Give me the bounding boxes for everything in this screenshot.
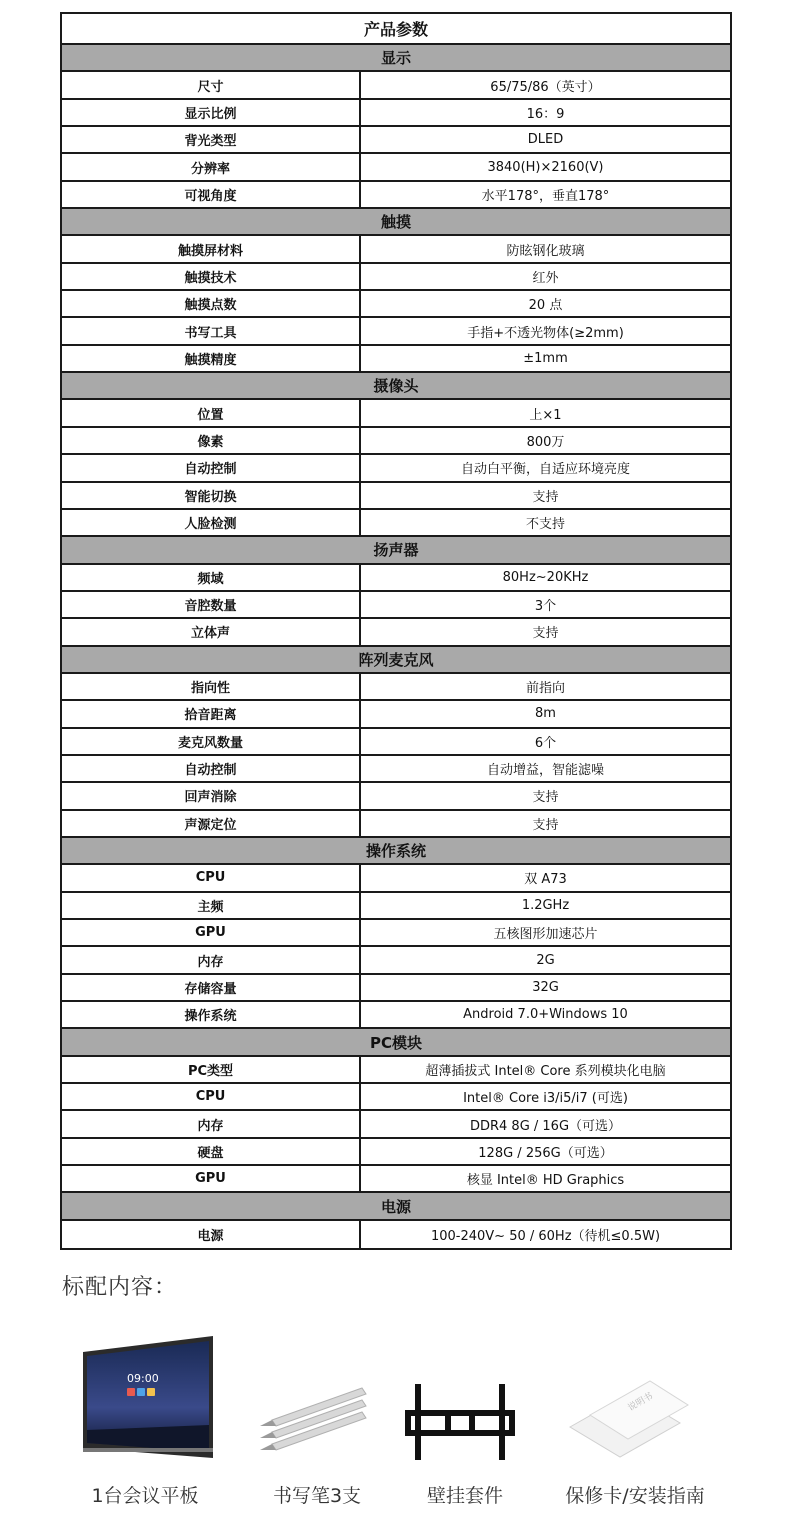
section-header bbox=[62, 1029, 730, 1056]
spec-value: 1.2GHz bbox=[521, 897, 570, 913]
stylus-pens-icon bbox=[252, 1380, 382, 1460]
section-header bbox=[62, 373, 730, 400]
table-row bbox=[62, 400, 730, 427]
spec-value: 65/75/86（英寸） bbox=[490, 79, 601, 95]
package-item-label: 壁挂套件 bbox=[426, 1485, 503, 1507]
spec-value: 上×1 bbox=[529, 407, 562, 423]
spec-value: 8m bbox=[535, 706, 556, 722]
table-row bbox=[62, 1002, 730, 1029]
spec-label: CPU bbox=[62, 1084, 361, 1109]
spec-label: 触摸点数 bbox=[62, 291, 361, 316]
spec-value: 3840(H)×2160(V) bbox=[487, 159, 604, 175]
spec-label: 尺寸 bbox=[62, 72, 361, 97]
spec-label: 背光类型 bbox=[62, 127, 361, 152]
package-title: 标配内容： bbox=[62, 1275, 178, 1300]
section-header bbox=[62, 209, 730, 236]
spec-value: 128G / 256G（可选） bbox=[478, 1145, 613, 1161]
spec-value: 防眩钢化玻璃 bbox=[506, 243, 585, 259]
spec-value: 核显 Intel® HD Graphics bbox=[466, 1173, 625, 1189]
spec-table bbox=[60, 12, 732, 1250]
table-row bbox=[62, 1221, 730, 1248]
section-title: 阵列麦克风 bbox=[358, 650, 434, 669]
table-row bbox=[62, 893, 730, 920]
table-row bbox=[62, 1111, 730, 1138]
spec-value: ±1mm bbox=[523, 350, 568, 366]
spec-label: 显示比例 bbox=[62, 100, 361, 125]
section-title: 扬声器 bbox=[373, 541, 419, 560]
spec-label: PC类型 bbox=[62, 1057, 361, 1082]
spec-value: Intel® Core i3/i5/i7 (可选) bbox=[463, 1091, 628, 1107]
section-title: 电源 bbox=[380, 1197, 411, 1216]
wall-mount-icon bbox=[395, 1382, 525, 1462]
table-row bbox=[62, 947, 730, 974]
package-item bbox=[380, 1320, 550, 1520]
table-row bbox=[62, 127, 730, 154]
section-header bbox=[62, 647, 730, 674]
spec-value: 五核图形加速芯片 bbox=[493, 927, 598, 943]
spec-value: 2G bbox=[536, 952, 555, 968]
package-item bbox=[550, 1320, 720, 1520]
section-header bbox=[62, 45, 730, 72]
table-row bbox=[62, 291, 730, 318]
spec-value: 100-240V~ 50 / 60Hz（待机≤0.5W) bbox=[430, 1228, 661, 1244]
table-title-text: 产品参数 bbox=[363, 20, 428, 39]
spec-value: DDR4 8G / 16G（可选） bbox=[469, 1118, 622, 1134]
table-row bbox=[62, 428, 730, 455]
table-row bbox=[62, 72, 730, 99]
spec-label: GPU bbox=[62, 1166, 361, 1191]
spec-value: 超薄插拔式 Intel® Core 系列模块化电脑 bbox=[425, 1063, 666, 1079]
spec-label: 内存 bbox=[62, 947, 361, 972]
spec-value: 16：9 bbox=[526, 106, 565, 122]
spec-value: 前指向 bbox=[525, 681, 565, 697]
package-item-label: 书写笔3支 bbox=[272, 1485, 362, 1507]
table-row bbox=[62, 729, 730, 756]
spec-label: 触摸屏材料 bbox=[62, 236, 361, 261]
spec-value: 800万 bbox=[526, 434, 565, 450]
table-row bbox=[62, 483, 730, 510]
manual-title: 说明书 bbox=[626, 1391, 655, 1414]
spec-label: 麦克风数量 bbox=[62, 729, 361, 754]
table-row bbox=[62, 756, 730, 783]
spec-value: 自动增益，智能滤噪 bbox=[486, 763, 604, 779]
table-row bbox=[62, 264, 730, 291]
spec-label: 指向性 bbox=[62, 674, 361, 699]
spec-label: 存储容量 bbox=[62, 975, 361, 1000]
table-row bbox=[62, 920, 730, 947]
table-row bbox=[62, 182, 730, 209]
spec-label: 位置 bbox=[62, 400, 361, 425]
package-items bbox=[60, 1320, 760, 1520]
spec-value: 手指+不透光物体(≥2mm) bbox=[467, 325, 624, 341]
table-row bbox=[62, 318, 730, 345]
spec-value: 支持 bbox=[532, 817, 559, 833]
spec-label: GPU bbox=[62, 920, 361, 945]
spec-label: 人脸检测 bbox=[62, 510, 361, 535]
spec-label: 立体声 bbox=[62, 619, 361, 644]
package-item-label: 1台会议平板 bbox=[91, 1485, 199, 1507]
spec-value: 自动白平衡，自适应环境亮度 bbox=[460, 462, 630, 478]
spec-label: 触摸技术 bbox=[62, 264, 361, 289]
table-row bbox=[62, 975, 730, 1002]
table-row bbox=[62, 1084, 730, 1111]
spec-label: 拾音距离 bbox=[62, 701, 361, 726]
table-title bbox=[62, 14, 730, 45]
table-row bbox=[62, 865, 730, 892]
smart-panel-icon bbox=[75, 1330, 235, 1470]
spec-label: 硬盘 bbox=[62, 1139, 361, 1164]
spec-label: 声源定位 bbox=[62, 811, 361, 836]
spec-label: 触摸精度 bbox=[62, 346, 361, 371]
section-title: 显示 bbox=[380, 49, 411, 68]
table-row bbox=[62, 154, 730, 181]
spec-label: 内存 bbox=[62, 1111, 361, 1136]
spec-value: 双 A73 bbox=[524, 872, 567, 888]
table-row bbox=[62, 701, 730, 728]
spec-label: 操作系统 bbox=[62, 1002, 361, 1027]
spec-label: 自动控制 bbox=[62, 455, 361, 480]
spec-sections bbox=[62, 45, 730, 1248]
spec-value: 不支持 bbox=[525, 517, 565, 533]
table-row bbox=[62, 811, 730, 838]
section-title: 操作系统 bbox=[365, 842, 426, 861]
table-row bbox=[62, 565, 730, 592]
section-header bbox=[62, 1193, 730, 1220]
spec-label: 电源 bbox=[62, 1221, 361, 1248]
table-row bbox=[62, 455, 730, 482]
spec-label: 频域 bbox=[62, 565, 361, 590]
section-header bbox=[62, 838, 730, 865]
spec-label: 主频 bbox=[62, 893, 361, 918]
section-title: 摄像头 bbox=[373, 377, 419, 396]
spec-value: DLED bbox=[527, 132, 564, 148]
package-item-label: 保修卡/安装指南 bbox=[565, 1485, 705, 1507]
spec-value: 20 点 bbox=[528, 298, 563, 314]
table-row bbox=[62, 1057, 730, 1084]
spec-label: 像素 bbox=[62, 428, 361, 453]
table-row bbox=[62, 783, 730, 810]
panel-clock: 09:00 bbox=[127, 1372, 159, 1385]
spec-value: Android 7.0+Windows 10 bbox=[463, 1007, 628, 1023]
spec-label: 可视角度 bbox=[62, 182, 361, 207]
spec-label: 分辨率 bbox=[62, 154, 361, 179]
spec-label: 智能切换 bbox=[62, 483, 361, 508]
section-title: 触摸 bbox=[380, 213, 411, 232]
spec-value: 支持 bbox=[532, 626, 559, 642]
spec-value: 红外 bbox=[532, 270, 559, 286]
table-row bbox=[62, 592, 730, 619]
spec-value: 3个 bbox=[534, 599, 557, 615]
table-row bbox=[62, 619, 730, 646]
spec-label: CPU bbox=[62, 865, 361, 890]
table-row bbox=[62, 346, 730, 373]
table-row bbox=[62, 236, 730, 263]
spec-value: 支持 bbox=[532, 790, 559, 806]
table-row bbox=[62, 100, 730, 127]
spec-value: 6个 bbox=[534, 735, 557, 751]
spec-label: 音腔数量 bbox=[62, 592, 361, 617]
spec-value: 水平178°，垂直178° bbox=[481, 188, 610, 204]
table-row bbox=[62, 510, 730, 537]
section-title: PC模块 bbox=[369, 1033, 422, 1052]
table-row bbox=[62, 1166, 730, 1193]
section-header bbox=[62, 537, 730, 564]
package-item bbox=[60, 1320, 230, 1520]
table-row bbox=[62, 1139, 730, 1166]
table-row bbox=[62, 674, 730, 701]
spec-value: 80Hz~20KHz bbox=[502, 569, 589, 585]
spec-label: 书写工具 bbox=[62, 318, 361, 343]
spec-label: 回声消除 bbox=[62, 783, 361, 808]
package-item bbox=[232, 1320, 402, 1520]
manual-card-icon bbox=[560, 1375, 700, 1465]
spec-value: 32G bbox=[532, 979, 559, 995]
spec-label: 自动控制 bbox=[62, 756, 361, 781]
spec-value: 支持 bbox=[532, 489, 559, 505]
